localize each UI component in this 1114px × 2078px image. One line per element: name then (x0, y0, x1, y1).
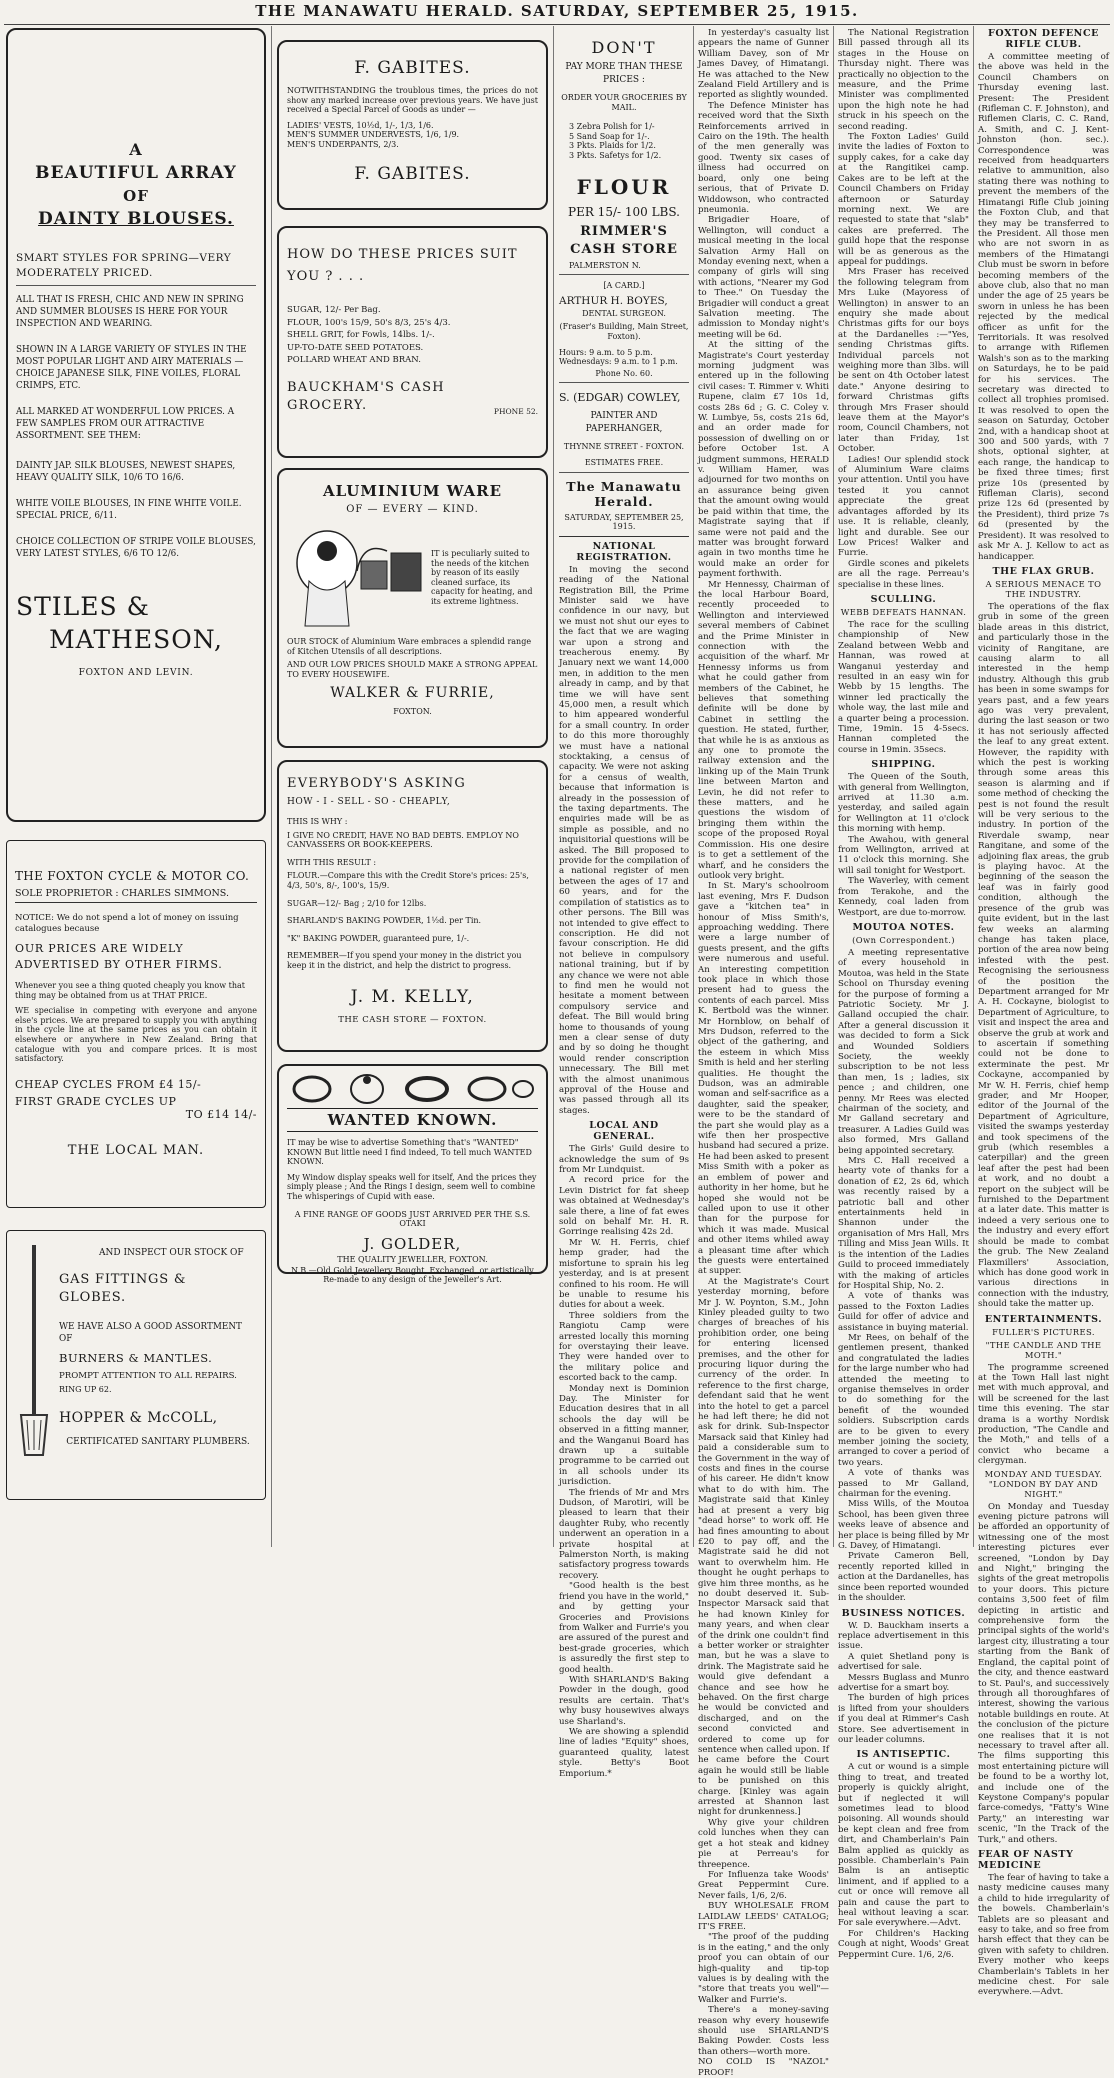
ad-text: A FINE RANGE OF GOODS JUST ARRIVED PER THE S.S. OTAKI (294, 1209, 531, 1229)
issue-date: SATURDAY, SEPTEMBER 25, 1915. (559, 513, 689, 537)
ad-price: SHARLAND'S BAKING POWDER, 1½d. per Tin. (287, 916, 482, 926)
article-paragraph: For Children's Hacking Cough at night, Woods' Great Peppermint Cure. 1/6, 2/6. (838, 1928, 969, 1960)
article-paragraph: A meeting representative of every household in Moutoa, was held in the State School on Thursday evening for the purpose of forming a Patriotic Society. Mr J. Galland occupied the chair. After a general discussion it was decided to form a Sick and Wounded Soldiers Society, the weekly subscription to be not less than men, 1s ; ladies, six pence ; and children, one penny. Mr Rees was elected chairman of the society, and Mr Galland secretary and treasurer. A Ladies Guild was also formed, Mrs Galland being appointed secretary. (838, 947, 969, 1156)
ad-price: FIRST GRADE CYCLES UP (15, 1094, 177, 1108)
article-headline: BUSINESS NOTICES. (841, 1607, 966, 1619)
ad-text: IT may be wise to advertise Something that's "WANTED" KNOWN But little need I find indeed, To tell much WANTED KNOWN. (287, 1138, 532, 1167)
ad-headline: BEAUTIFUL ARRAY (35, 163, 237, 183)
ad-subhead: SOLE PROPRIETOR : CHARLES SIMMONS. (15, 888, 257, 903)
article-paragraph: The Defence Minister has received word that the Sixth Reinforcements arrived in Cairo on the 19th. The health of the men generally was good. Twenty six cases of illness had occurred on board, only one being serious, that of Private D. Widdowson, who contracted pneumonia. (698, 100, 829, 215)
firm-location: PALMERSTON N. (569, 260, 641, 270)
article-paragraph: A quiet Shetland pony is advertised for sale. (838, 1651, 969, 1673)
ad-headline: THE FOXTON CYCLE & MOTOR CO. (15, 869, 250, 883)
firm-name: F. GABITES. (354, 163, 471, 184)
article-paragraph: The burden of high prices is lifted from your shoulders if you deal at Rimmer's Cash Store. See advertisement in our leader columns. (838, 1693, 969, 1745)
ad-headline: FLOUR (576, 174, 672, 199)
ad-text: Whenever you see a thing quoted cheaply you know that thing may be obtained from us at THAT PRICE. (15, 981, 245, 1000)
article-paragraph: "The proof of the pudding is in the eating," and the only proof you can obtain of our high-quality and tip-top values is by dealing with the "store that treats you well"—Walker and Furrie's. (698, 1932, 829, 2005)
article-paragraph: Brigadier Hoare, of Wellington, will conduct a musical meeting in the local Salvation Army Hall on Monday evening next, when a company of girls will sing with actions, "Nearer my God to Thee." On Tuesday the Brigadier will conduct a great Salvation meeting. The admission to Monday night's meeting will be 6d. (698, 215, 829, 340)
ad-subhead: OF — EVERY — KIND. (346, 504, 479, 515)
ad-text: ESTIMATES FREE. (584, 457, 664, 467)
ad-subhead: PAY MORE THAN THESE PRICES : (565, 62, 683, 85)
firm-name: STILES & (16, 592, 150, 621)
ad-line: OF (123, 187, 149, 205)
firm-name: J. GOLDER, (363, 1234, 462, 1253)
article-paragraph: Monday next is Dominion Day. The Minister for Education desires that in all schools the day will be observed in a fitting manner, and the Wanganui Board has drawn up a suitable programme to be carried out in all schools under its jurisdiction. (559, 1383, 689, 1488)
column-rule (973, 26, 974, 1547)
article-paragraph: The Girls' Guild desire to acknowledge the sum of 9s from Mr Lundquist. (559, 1144, 689, 1176)
ad-price: MEN'S UNDERPANTS, 2/3. (287, 139, 399, 149)
article-headline: ENTERTAINMENTS. (984, 1313, 1103, 1325)
article-paragraph: The Foxton Ladies' Guild invite the ladies of Foxton to supply cakes, for a cake day at the Rangitikei camp. Cakes are to be left at the Council Chambers on Friday afternoon or Saturday morning next. We are requested to state that "slab" cakes are preferred. The guild hope that the response will be as generous as the appeal for puddings. (838, 132, 969, 267)
article-headline: LOCAL AND GENERAL. (589, 1120, 659, 1143)
ad-text: WE specialise in competing with everyone and anyone else's prices. We are prepared to supply you with anything in the cycle line at the same prices as you can obtain it elsewhere or anywhere in New Zealand. Bring that catalogue with you and compare prices. It is most satisfactory. (15, 1006, 257, 1064)
ad-text: (Fraser's Building, Main Street, Foxton). (559, 322, 689, 341)
ad-text: SHOWN IN A LARGE VARIETY OF STYLES IN THE MOST POPULAR LIGHT AND AIRY MATERIALS — CHOICE JAPANESE SILK, FINE VOILES, FLORAL CRIMPS, ETC. (16, 345, 247, 391)
ad-price: 3 Pkts. Plaids for 1/2. (569, 141, 656, 151)
ad-headline: DAINTY BLOUSES. (38, 209, 234, 229)
ad-price: LADIES' VESTS, 10½d, 1/-, 1/3, 1/6. (287, 120, 434, 130)
foxton-cycle-ad (6, 840, 266, 1208)
article-subhead: A SERIOUS MENACE TO THE INDUSTRY. (985, 578, 1102, 599)
ad-text: OUR STOCK of Aluminium Ware embraces a splendid range of Kitchen Utensils of all descriptions. (287, 637, 532, 656)
article-paragraph: Private Cameron Bell, recently reported killed in action at the Dardanelles, has since been reported wounded in the shoulder. (838, 1551, 969, 1604)
gas-fitting-illustration (17, 1245, 51, 1455)
firm-location: FOXTON. (393, 707, 432, 717)
rings-illustration (287, 1072, 537, 1106)
column-6 (978, 28, 1109, 1998)
ad-price: UP-TO-DATE SEED POTATOES. (287, 342, 424, 353)
ad-phone: PHONE 52. (493, 406, 538, 416)
masthead-rule (4, 24, 1110, 25)
article-paragraph: The programme screened at the Town Hall last night met with much approval, and will be screened for the last time this evening. The star drama is a worthy Nordisk production, "The Candle and the Moth," and tells of a convict who became a clergyman. (978, 1362, 1109, 1467)
firm-name: BAUCKHAM'S CASH GROCERY. (287, 379, 445, 413)
article-paragraph: At the Magistrate's Court yesterday morning, before Mr J. W. Poynton, S.M., John Kinley pleaded guilty to two charges of breaches of his prohibition order, one being for entering licensed premises, and the other for procuring liquor during the currency of the order. In reference to the first charge, defendant said that he went into the hotel to get a parcel he had left there; he did not ask for drink. Sub-Inspector Marsack said that Kinley had paid a considerable sum to the Government in the way of costs and fines in the course of his career. He didn't know what to do with him. The Magistrate said that Kinley had at present a very big "dead horse" to work off. He had fines amounting to about £20 to pay off, and the Magistrate said he did not want to overwhelm him. He thought he ought perhaps to give him three months, as he no doubt deserved it. Sub-Inspector Marsack said that he had known Kinley for many years, and when clear of the drink one couldn't find a better worker or straighter man, but he was a slave to drink. The Magistrate said he would give defendant a chance and see how he behaved. On the first charge he would be convicted and discharged, and on the second convicted and ordered to come up for sentence when called upon. If he came before the Court again he would still be liable to be punished on this charge. [Kinley was again arrested at Shannon last night for drunkenness.] (698, 1276, 829, 1818)
hopper-mccoll-ad (6, 1230, 266, 1500)
article-paragraph: The operations of the flax grub in some of the green blade areas in this district, and particularly those in the vicinity of Rangitane, are causing alarm to all interested in the hemp industry. Although this grub has been in some swamps for years past, and a few years ago was very prevalent, during the last season or two it has not seriously affected the leaf to any great extent. However, the rapidity with which the pest is working through some areas this season is alarming and if some method of checking the pest is not found the result will be very serious to the industry. In portion of the Riverdale swamp, near Rangitane, and some of the adjoining flax areas, the grub is playing havoc. At the beginning of the season the leaf was in fairly good condition, although the presence of the grub was quite evident, but in the last few weeks an alarming change has taken place, portion of the area now being infested with the pest. Recognising the seriousness of the position the Department arranged for Mr A. H. Cockayne, biologist to Department of Agriculture, to visit and inspect the area and observe the grub at work and to ascertain if something could not be done to exterminate the pest. Mr Cockayne, accompanied by Mr W. H. Ferris, chief hemp grader, and Mr Hooper, editor of the Journal of the Department of Agriculture, visited the swamps yesterday and took specimens of the grub (which resembles a caterpillar) and the green leaf after the pest had been at work, and no doubt a report on the subject will be furnished to the Department at a later date. This matter is indeed a very serious one to the industry and every effort should be made to combat the grub. The New Zealand Flaxmillers' Association, which has done good work in various directions in connection with the industry, should take the matter up. (978, 601, 1109, 1310)
article-paragraph: A vote of thanks was passed to the Foxton Ladies Guild for offer of advice and assistance in buying material. (838, 1291, 969, 1333)
ad-headline: ALUMINIUM WARE (322, 482, 503, 500)
ad-slogan: THE LOCAL MAN. (67, 1142, 205, 1158)
article-paragraph: The Waverley, with cement from Terakohe, and the Kennedy, coal laden from Westport, are due to-morrow. (838, 876, 969, 918)
ad-text: CERTIFICATED SANITARY PLUMBERS. (66, 1437, 250, 1447)
ad-line: A (129, 140, 143, 159)
article-paragraph: Mrs Fraser has received the following telegram from Mrs Luke (Mayoress of Wellington) in answer to an enquiry she made about Christmas gifts for our boys at the Dardanelles :—"Yes, sending Christmas gifts. Individual parcels not weighing more than 3lbs. will be sent on 4th October latest date." Anyone desiring to forward Christmas gifts through Mrs Fraser should leave them at the Mayor's room, Council Chambers, not later than Friday, 1st October. (838, 267, 969, 455)
ad-text: DAINTY JAP. SILK BLOUSES, NEWEST SHAPES, HEAVY QUALITY SILK, 10/6 TO 16/6. (16, 461, 236, 483)
article-headline: SCULLING. (870, 593, 937, 605)
article-paragraph: For Influenza take Woods' Great Peppermint Cure. Never fails, 1/6, 2/6. (698, 1869, 829, 1901)
divider (559, 472, 689, 473)
newspaper-nameplate: The Manawatu Herald. (566, 478, 682, 509)
article-headline: MOUTOA NOTES. (852, 921, 955, 933)
article-paragraph: "Good health is the best friend you have in the world," and by getting your Groceries and Provisions from Walker and Furrie's you are assured of the purest and best-grade groceries, which is assuredly the first step to good health. (559, 1581, 689, 1675)
ad-text: ALL MARKED AT WONDERFUL LOW PRICES. A FEW SAMPLES FROM OUR ATTRACTIVE ASSORTMENT. SEE THEM: (16, 407, 235, 441)
ad-price: POLLARD WHEAT AND BRAN. (287, 355, 421, 365)
column-rule (271, 26, 272, 1547)
firm-name: F. GABITES. (354, 58, 471, 78)
article-subhead: (Own Correspondent.) (852, 934, 955, 945)
ad-price: SHELL GRIT, for Fowls, 14lbs. 1/-. (287, 330, 435, 340)
ad-price: 3 Zebra Polish for 1/- (569, 122, 655, 132)
ad-phone: Phone No. 60. (595, 368, 653, 378)
article-paragraph: NO COLD IS "NAZOL" PROOF! (698, 2057, 829, 2078)
ad-text: ALL THAT IS FRESH, CHIC AND NEW IN SPRING AND SUMMER BLOUSES IS HERE FOR YOUR INSPECTION AND WEARING. (16, 295, 244, 329)
article-paragraph: Messrs Buglass and Munro advertise for a smart boy. (838, 1672, 969, 1693)
ad-subhead: HOW - I - SELL - SO - CHEAPLY, (287, 797, 451, 807)
column-4 (698, 28, 829, 2078)
ad-text: WHITE VOILE BLOUSES, IN FINE WHITE VOILE. SPECIAL PRICE, 6/11. (16, 499, 242, 521)
bauckham-ad (277, 226, 548, 458)
ad-text: REMEMBER—If you spend your money in the district you keep it in the district, and help the district to progress. (287, 951, 522, 970)
article-paragraph: Ladies! Our splendid stock of Aluminium Ware claims your attention. Until you have tested it you cannot appreciate the great advantages afforded by its use. It is reliable, cleanly, light and durable. See our Low Prices! Walker and Furrie. (838, 454, 969, 559)
ad-headline: WANTED KNOWN. (287, 1108, 538, 1132)
article-headline: THE FLAX GRUB. (992, 565, 1095, 577)
ad-text: NOTICE: We do not spend a lot of money on issuing catalogues because (15, 913, 239, 934)
stiles-matheson-ad (6, 28, 266, 822)
article-paragraph: BUY WHOLESALE FROM LAIDLAW LEEDS' CATALOG; IT'S FREE. (698, 1901, 829, 1932)
firm-name: RIMMER'S CASH STORE (570, 223, 678, 257)
article-paragraph: In yesterday's casualty list appears the name of Gunner William Davey, son of Mr James Davey, of Himatangi. He was attached to the New Zealand Field Artillery and is reported as slightly wounded. (698, 28, 829, 101)
firm-name: MATHESON, (49, 625, 223, 654)
ad-price: MEN'S SUMMER UNDERVESTS, 1/6, 1/9. (287, 130, 460, 140)
article-paragraph: In moving the second reading of the National Registration Bill, the Prime Minister said we have confidence in our navy, but we must not shut our eyes to the fact that we are waging war upon a strong and treacherous enemy. By January next we want 14,000 men, in addition to the men already in camp, and by that time we will have sent 45,000 men, a result which to him appeared wonderful for a small country. In order to do this more thoroughly we must have a national stocktaking, a census of capacity. We were not asking for a census of wealth, because that information is already in the possession of the taxing departments. The enquiries made will be as simple as possible, and no inquisitorial questions will be asked. The Bill proposed to provide for the compilation of a national register of men between the ages of 17 and 60 years, and for the compilation of statistics as to other persons. The Bill was not intended to give effect to conscription. He did not favour conscription. He did not believe in compulsory national training, but if by any chance we were not able to find men he would not hesitate a moment between compulsory service and defeat. The Bill would bring home to thousands of young men a clear sense of duty and by so doing he thought would render conscription unnecessary. The Bill met with the almost unanimous approval of the House and was passed through all its stages. (559, 564, 689, 1116)
article-headline: FEAR OF NASTY MEDICINE (978, 1849, 1074, 1871)
article-paragraph: Miss Wills, of the Moutoa School, has been given three weeks leave of absence and her place is being filled by Mr G. Davey, of Himatangi. (838, 1499, 970, 1552)
ad-text: THYNNE STREET - FOXTON. (563, 442, 685, 452)
article-paragraph: In St. Mary's schoolroom last evening, Mrs F. Dudson gave a "kitchen tea" in honour of Miss Smith's, approaching wedding. There were a large number of guests present, and the gifts were numerous and useful. An interesting competition took place in which those present had to guess the contents of each parcel. Miss K. Bertbold was the winner. Mr Hornblow, on behalf of Mrs Dudson, referred to the object of the gathering, and the esteem in which Miss Smith is held and her sterling qualities. He thought the Dudson, was an admirable woman and self-sacrifice as a daughter, said the speaker, were to be the standard of the part she would play as a wife then her prospective husband had secured a prize. He had been asked to present Miss Smith with a poker as an emblem of power and authority in her home, but he hoped she would not be called upon to use it other than for the purpose for which it was made. Musical and other items whiled away a pleasant time after which the guests were entertained at supper. (698, 881, 829, 1277)
ad-price: PER 15/- 100 LBS. (568, 204, 680, 219)
article-headline: SHIPPING. (871, 759, 936, 771)
ad-text: SMART STYLES FOR SPRING—VERY MODERATELY PRICED. (16, 252, 232, 279)
divider (559, 382, 689, 383)
masthead: THE MANAWATU HERALD. SATURDAY, SEPTEMBER 25, 1915. (255, 2, 859, 20)
article-subhead: FULLER'S PICTURES. (992, 1326, 1095, 1337)
kelly-ad (277, 760, 548, 1052)
ad-text: DENTAL SURGEON. (582, 308, 666, 318)
ad-headline: OUR PRICES ARE WIDELY ADVERTISED BY OTHER FIRMS. (15, 942, 223, 971)
aluminium-pots-illustration (287, 521, 427, 631)
firm-name: HOPPER & McCOLL, (59, 1410, 218, 1426)
article-paragraph: Mrs C. Hall received a hearty vote of thanks for a donation of £2, 2s 6d, which was recently raised by a patriotic ball and other entertainments held in Shannon under the organisation of Mrs Hall, Mrs Tilling and Miss Jean Wills. It is the intention of the Ladies Guild to proceed immediately with the making of articles for Hospital Ship, No. 2. (838, 1156, 969, 1291)
article-paragraph: Three soldiers from the Rangiotu Camp were arrested locally this morning for overstaying their leave. They were handed over to the military police and escorted back to the camp. (559, 1310, 689, 1384)
column-1 (6, 28, 266, 1547)
article-subhead: "THE CANDLE AND THE MOTH." (985, 1339, 1102, 1360)
article-paragraph: Mr Hennessy, Chairman of the local Harbour Board, recently proceeded to Wellington and interviewed several members of Cabinet and the Prime Minister in connection with the acquisition of the wharf. Mr Hennessy informs us from what he could gather from members of the Cabinet, he believes that something definite will be done by Cabinet in settling the question. He stated, further, that while he is as anxious as any one to promote the railway extension and the linking up of the Main Trunk line between Marton and Levin, he did not refer to these matters, and he questions the wisdom of bringing them within the scope of the proposed Royal Commission. His one desire is to get a settlement of the wharf, and he considers the outlook very bright. (698, 579, 829, 881)
article-paragraph: There's a money-saving reason why every housewife should use SHARLAND'S Baking Powder. Costs less than others—worth more. (698, 2005, 829, 2057)
column-3 (559, 28, 689, 1779)
article-paragraph: At the sitting of the Magistrate's Court yesterday morning judgment was entered up in the following civil cases: T. Rimmer v. Whiti Rupene, claim £7 10s 1d, costs 28s 6d ; G. C. Coley v. W. Lumbye, 5s, costs 21s 6d, and an order made for possession of dwelling on or before October 1st. A judgment summons, HERALD v. William Hamer, was adjourned for two months on an assurance being given that the amount owing would be paid within that time, the Magistrate saying that if same were not paid and the matter was brought forward again in two months time he would make an order for payment forthwith. (698, 340, 829, 580)
article-paragraph: W. D. Bauckham inserts a replace advertisement in this issue. (838, 1620, 969, 1652)
ad-price: TO £14 14/- (185, 1107, 257, 1121)
article-paragraph: Why give your children cold lunches when they can get a hot steak and kidney pie at Perreau's for threepence. (698, 1817, 829, 1870)
ad-text: My Window display speaks well for itself, And the prices they simply please ; And the Rings I design, seem well to combine The whisperings of Cupid with ease. (287, 1172, 537, 1201)
ad-text: IT is peculiarly suited to the needs of the kitchen by reason of its easily cleaned surface, its capacity for heating, and its extreme lightness. (431, 549, 533, 606)
column-rule (693, 26, 694, 1547)
ad-text: AND OUR LOW PRICES SHOULD MAKE A STRONG APPEAL TO EVERY HOUSEWIFE. (287, 660, 538, 679)
article-paragraph: With SHARLAND'S Baking Powder in the dough, good results are certain. That's why busy housewives always use Sharland's. (559, 1674, 689, 1727)
article-headline: FOXTON DEFENCE RIFLE CLUB. (988, 28, 1099, 50)
column-rule (833, 26, 834, 1547)
article-paragraph: We are showing a splendid line of ladies "Equity" shoes, guaranteed quality, latest style. Betty's Boot Emporium.* (559, 1726, 689, 1779)
firm-name: ARTHUR H. BOYES, (559, 294, 668, 307)
article-subhead: WEBB DEFEATS HANNAN. (840, 606, 967, 617)
ad-text: PROMPT ATTENTION TO ALL REPAIRS. (59, 1371, 237, 1381)
article-paragraph: The Awahou, with general from Wellington, arrived at 11 o'clock this morning. She will sail tonight for Westport. (838, 834, 969, 876)
firm-location: THE QUALITY JEWELLER, FOXTON. (337, 1254, 488, 1264)
article-paragraph: Mr W. H. Ferris, chief hemp grader, had the misfortune to sprain his leg yesterday, and is at present confined to his room. He will be unable to resume his duties for about a week. (559, 1237, 689, 1311)
firm-name: S. (EDGAR) COWLEY, (559, 391, 681, 405)
column-2 (277, 28, 548, 1547)
firm-location: THE CASH STORE — FOXTON. (338, 1014, 487, 1025)
article-paragraph: The National Registration Bill passed through all its stages in the House on Thursday night. There was practically no objection to the measure, and the Prime Minister was complimented upon the high note he had struck in his speech on the second reading. (838, 28, 969, 132)
article-paragraph: A cut or wound is a simple thing to treat, and treated properly is quickly alright, but if neglected it will sometimes lead to blood poisoning. All wounds should be kept clean and free from dirt, and Chamberlain's Pain Balm applied as quickly as possible. Chamberlain's Pain Balm is an antiseptic liniment, and if applied to a cut or once will remove all pain and cause the part to heal without leaving a scar. For sale everywhere.—Advt. (838, 1762, 969, 1929)
ad-text: WE HAVE ALSO A GOOD ASSORTMENT OF (59, 1322, 242, 1344)
column-rule (553, 26, 554, 1547)
ad-price: "K" BAKING POWDER, guaranteed pure, 1/-. (287, 933, 470, 943)
gabites-ad (277, 40, 548, 210)
ad-headline: GAS FITTINGS & GLOBES. (59, 1272, 187, 1305)
article-paragraph: On Monday and Tuesday evening picture patrons will be afforded an opportunity of witnessing one of the most interesting pictures ever screened, "London by Day and Night," bringing the sights of the great metropolis to your doors. This picture contains 3,500 feet of film depicting in artistic and comprehensive form the principal sights of the world's largest city, illustrating a tour starting from the Bank of England, the capital point of the city, and thence eastward to St. Paul's, and successively through all thoroughfares of interest, showing the various notable buildings en route. At the conclusion of the picture one realises that it is not necessary to travel after all. The films supporting this most entertaining picture will be found to be a worthy lot, and include one of the Keystone Company's popular farce-comedys, "Fatty's Wine Party," an interesting war scenic, "In the Track of the Turk," and others. (978, 1501, 1109, 1845)
divider (559, 274, 689, 275)
ad-price: SUGAR, 12/- Per Bag. (287, 305, 381, 315)
article-paragraph: A record price for the Levin District for fat sheep was obtained at Wednesday's sale there, a line of fat ewes sold on behalf Mr. H. R. Gorringe realising 42s 2d. (559, 1175, 689, 1238)
ad-headline: HOW DO THESE PRICES SUIT YOU ? . . . (287, 247, 518, 284)
ad-price: FLOUR.—Compare this with the Credit Store's prices: 25's, 4/3, 50's, 8/-, 100's, 15/9. (287, 871, 529, 890)
article-headline: NATIONAL REGISTRATION. (576, 540, 672, 563)
ad-headline: BURNERS & MANTLES. (59, 1351, 213, 1365)
golder-ad (277, 1064, 548, 1285)
divider (16, 285, 256, 286)
ad-text: NOTWITHSTANDING the troublous times, the prices do not show any marked increase over previous years. We have just received a Special Parcel of Goods as under — (287, 86, 538, 115)
ad-text: AND INSPECT OUR STOCK OF (99, 1248, 244, 1258)
ad-text: N.B.—Old Gold Jewellery Bought, Exchanged, or artistically Re-made to any design of the Jeweller's Art. (291, 1265, 534, 1285)
ad-price: 3 Pkts. Safetys for 1/2. (569, 150, 662, 160)
article-paragraph: The race for the sculling championship of New Zealand between Webb and Hannan, was rowed at Wanganui yesterday and resulted in an easy win for Webb by 15 lengths. The winner led practically the whole way, the last mile and a quarter being a procession. Time, 19min. 15 4-5secs. Hannan completed the course in 19min. 35secs. (838, 619, 969, 755)
ad-text: [A CARD.] (603, 281, 645, 291)
article-headline: IS ANTISEPTIC. (856, 1749, 951, 1761)
ad-phone: RING UP 62. (59, 1385, 112, 1394)
ad-price: SUGAR—12/- Bag ; 2/10 for 12lbs. (287, 898, 427, 908)
ad-headline: DON'T (591, 38, 657, 57)
column-5 (838, 28, 970, 1960)
article-paragraph: A committee meeting of the above was held in the Council Chambers on Thursday evening last. Present: The President (Rifleman C. F. Johnston), and Riflemen Claris, C. C. Rand, A. Smith, and C. J. Kent-Johnston (hon. sec.). Correspondence was received from headquarters relative to ammunition, also stating there was nothing to prevent the members of the Himatangi Rifle Club joining the Foxton Club, and that they may be transferred to the President. All those men who are not sworn in as members of the Himatangi Club must be sworn in before becoming members of the above club, also that no man under the age of 25 years be sworn in unless he has been rejected by the medical officer as unfit for the Territorials. It was resolved to arrange with Riflemen Walsh's son as to the marking on Saturdays, he to be paid for his services. The secretary was directed to collect all trophies promised. It was resolved to open the season on Saturday, October 2nd, with a handicap shoot at 300 and 500 yards, with 7 shots, optional sighter, at each range, the handicap to be fixed three times; first prize 10s (presented by Rifleman Claris), second prize 12s 6d (presented by the President), third prize 7s 6d (presented by the President). It was resolved to ask Mr A. J. Kellow to act as handicapper. (978, 52, 1109, 562)
ad-text: I GIVE NO CREDIT, HAVE NO BAD DEBTS. EMPLOY NO CANVASSERS OR BOOK-KEEPERS. (287, 830, 519, 850)
ad-price: 5 Sand Soap for 1/-. (569, 131, 650, 141)
ad-text: ORDER YOUR GROCERIES BY MAIL. (561, 93, 687, 112)
ad-price: FLOUR, 100's 15/9, 50's 8/3, 25's 4/3. (287, 317, 451, 328)
ad-text: WITH THIS RESULT : (287, 857, 377, 867)
article-paragraph: Girdle scones and pikelets are all the rage. Perreau's specialise in these lines. (838, 558, 969, 590)
ad-headline: EVERYBODY'S ASKING (287, 776, 466, 791)
article-paragraph: The friends of Mr and Mrs Dudson, of Marotiri, will be pleased to learn that their daughter Ruby, who recently underwent an operation in a private hospital at Palmerston North, is making satisfactory progress towards recovery. (559, 1487, 689, 1581)
article-paragraph: Mr Rees, on behalf of the gentlemen present, thanked and congratulated the ladies for the large number who had attended the meeting to organise themselves in order to do something for the benefit of the wounded soldiers. Subscription cards are to be given to every member joining the society, arranged to cover a period of two years. (838, 1332, 969, 1468)
article-paragraph: A vote of thanks was passed to Mr Galland, chairman for the evening. (838, 1468, 969, 1500)
ad-text: Hours: 9 a.m. to 5 p.m. Wednesdays: 9 a.m. to 1 p.m. (559, 347, 678, 367)
firm-name: WALKER & FURRIE, (330, 685, 495, 702)
firm-name: J. M. KELLY, (350, 986, 475, 1007)
article-subhead: MONDAY AND TUESDAY. "LONDON BY DAY AND NIGHT." (984, 1468, 1103, 1499)
walker-furrie-ad (277, 468, 548, 748)
ad-text: CHOICE COLLECTION OF STRIPE VOILE BLOUSES, VERY LATEST STYLES, 6/6 TO 12/6. (16, 537, 256, 559)
ad-price: CHEAP CYCLES FROM £4 15/- (15, 1077, 202, 1091)
article-paragraph: The Queen of the South, with general from Wellington, arrived at 11.30 a.m. yesterday, and sailed again for Wellington at 11 o'clock this morning with hemp. (838, 772, 969, 835)
article-paragraph: The fear of having to take a nasty medicine causes many a child to hide irregularity of the bowels. Chamberlain's Tablets are so pleasant and easy to take, and so free from harsh effect that they can be given with safety to children. Every mother who keeps Chamberlain's Tablets in her medicine chest. For sale everywhere.—Advt. (978, 1873, 1109, 1998)
ad-text: PAINTER AND PAPERHANGER, (585, 411, 663, 435)
firm-location: FOXTON AND LEVIN. (78, 668, 194, 678)
ad-text: THIS IS WHY : (287, 817, 348, 826)
